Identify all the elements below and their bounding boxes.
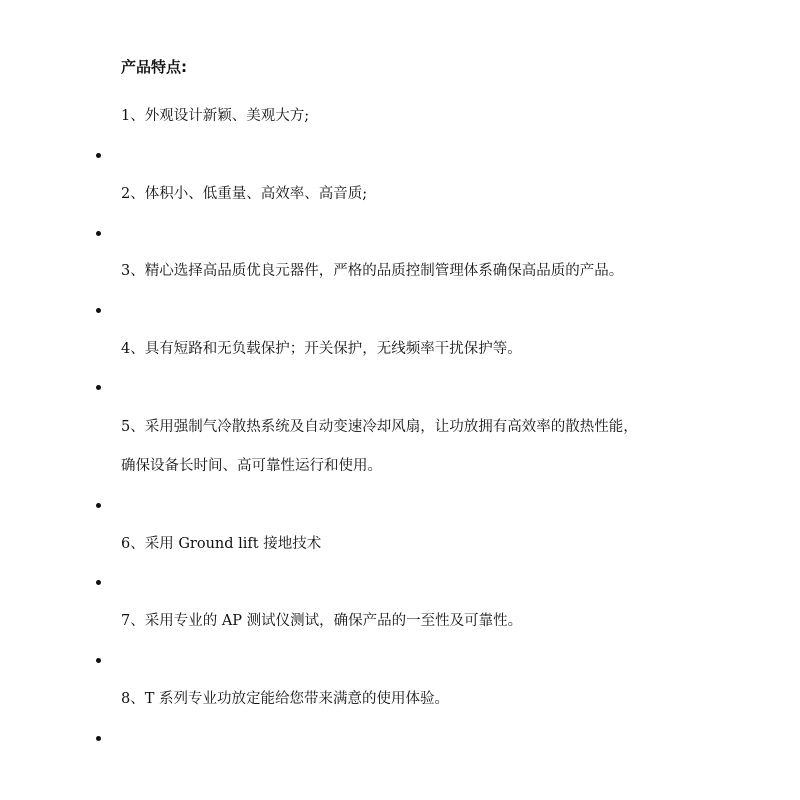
- product-features-heading: 产品特点:: [121, 58, 187, 76]
- feature-line-5: 5、采用强制气冷散热系统及自动变速冷却风扇，让功放拥有高效率的散热性能，: [121, 419, 638, 435]
- feature-line-5-continued: 确保设备长时间、高可靠性运行和使用。: [121, 458, 382, 474]
- feature-line-8: 8、T 系列专业功放定能给您带来满意的使用体验。: [121, 691, 450, 707]
- bullet-icon: [96, 385, 101, 390]
- bullet-icon: [96, 580, 101, 585]
- feature-line-2: 2、体积小、低重量、高效率、高音质;: [121, 186, 368, 202]
- bullet-icon: [96, 503, 101, 508]
- bullet-icon: [96, 231, 101, 236]
- bullet-icon: [96, 736, 101, 741]
- feature-line-7: 7、采用专业的 AP 测试仪测试，确保产品的一至性及可靠性。: [121, 613, 523, 629]
- feature-line-4: 4、具有短路和无负载保护；开关保护，无线频率干扰保护等。: [121, 341, 522, 357]
- feature-line-3: 3、精心选择高品质优良元器件，严格的品质控制管理体系确保高品质的产品。: [121, 263, 624, 279]
- bullet-icon: [96, 308, 101, 313]
- feature-line-1: 1、外观设计新颖、美观大方;: [121, 108, 310, 124]
- feature-line-6: 6、采用 Ground lift 接地技术: [121, 536, 322, 552]
- bullet-icon: [96, 658, 101, 663]
- bullet-icon: [96, 153, 101, 158]
